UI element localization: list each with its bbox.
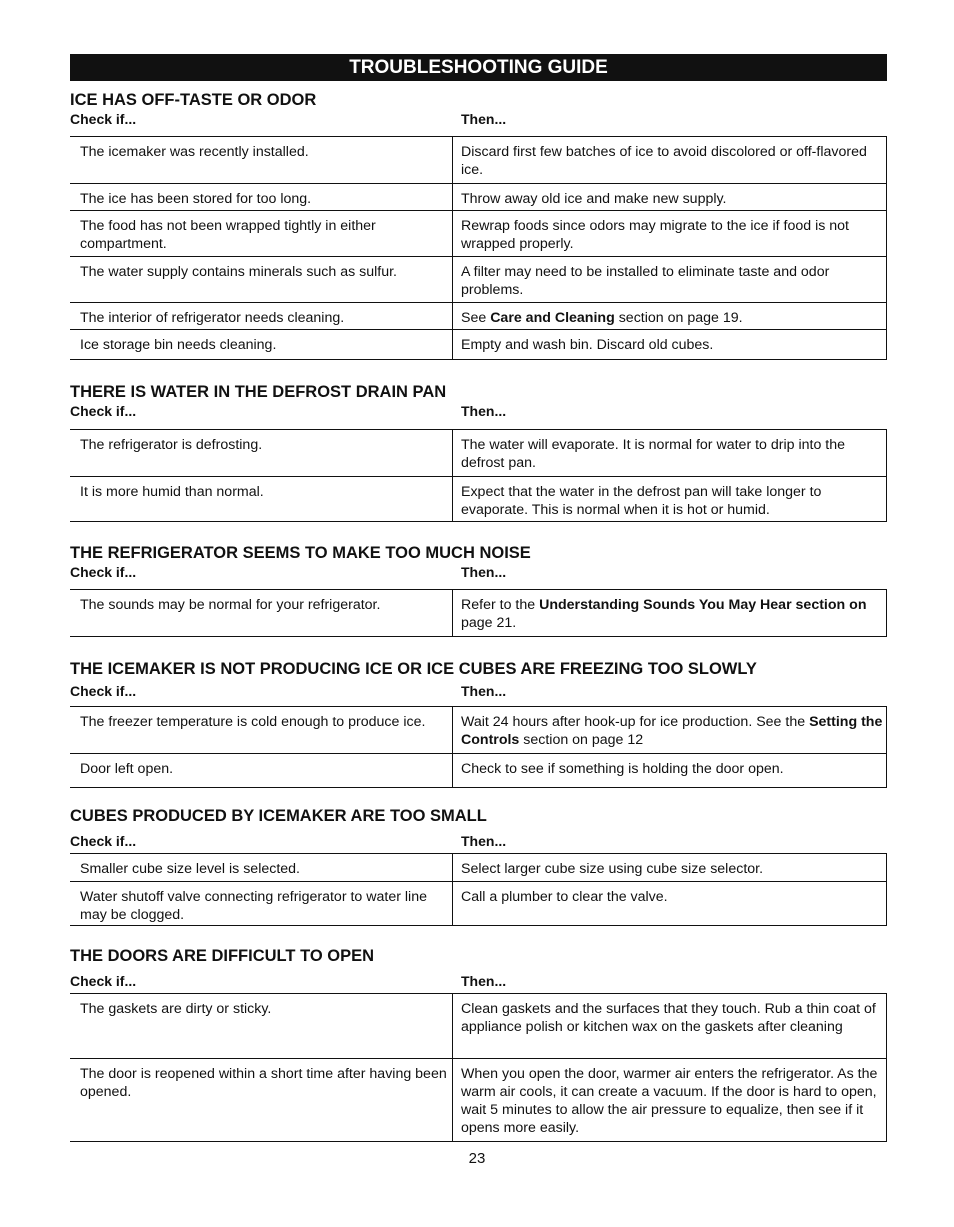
table-row (70, 256, 887, 302)
troubleshoot-table (70, 136, 887, 360)
table-row (70, 854, 887, 881)
table-row (70, 183, 887, 210)
then-bold-ref: Understanding Sounds You May Hear section on (539, 597, 867, 613)
troubleshoot-table (70, 993, 887, 1142)
section-title: ICE HAS OFF-TASTE OR ODOR (70, 91, 317, 109)
check-cell: The food has not been wrapped tightly in either compartment. (80, 218, 376, 252)
section-defrost-drain-pan (70, 382, 887, 522)
check-cell: Water shutoff valve connecting refrigerator to water line may be clogged. (80, 889, 427, 923)
then-cell: Call a plumber to clear the valve. (452, 882, 887, 925)
then-cell: The water will evaporate. It is normal for water to drip into the defrost pan. (452, 430, 887, 476)
then-cell: A filter may need to be installed to eliminate taste and odor problems. (452, 257, 887, 302)
table-row (70, 590, 887, 636)
then-text: page 21. (461, 615, 517, 631)
col-check-header: Check if... (70, 973, 137, 989)
col-check-header: Check if... (70, 833, 137, 849)
section-title: CUBES PRODUCED BY ICEMAKER ARE TOO SMALL (70, 807, 487, 825)
then-cell: Discard first few batches of ice to avoid discolored or off-flavored ice. (452, 137, 887, 183)
section-cubes-too-small (70, 806, 887, 926)
table-row (70, 476, 887, 521)
col-then-header: Then... (461, 683, 507, 699)
section-title: THERE IS WATER IN THE DEFROST DRAIN PAN (70, 383, 447, 401)
check-cell: The freezer temperature is cold enough to produce ice. (80, 714, 426, 730)
then-cell: Throw away old ice and make new supply. (452, 184, 887, 210)
check-cell: The gaskets are dirty or sticky. (80, 1001, 272, 1017)
section-title: THE REFRIGERATOR SEEMS TO MAKE TOO MUCH NOISE (70, 544, 531, 562)
troubleshoot-table (70, 853, 887, 926)
col-then-header: Then... (461, 111, 507, 127)
then-cell (452, 590, 887, 636)
column-headers (70, 563, 887, 581)
col-check-header: Check if... (70, 403, 137, 419)
then-text: Refer to the (461, 597, 540, 613)
page-number: 23 (468, 1150, 486, 1167)
table-row (70, 753, 887, 787)
section-ice-off-taste (70, 90, 887, 360)
section-title: THE ICEMAKER IS NOT PRODUCING ICE OR ICE CUBES ARE FREEZING TOO SLOWLY (70, 660, 757, 678)
table-row (70, 210, 887, 256)
then-text: See (461, 310, 491, 326)
then-text: section on page 12 (519, 732, 644, 748)
column-headers (70, 402, 887, 420)
check-cell: The door is reopened within a short time after having been opened. (80, 1066, 447, 1100)
col-then-header: Then... (461, 973, 507, 989)
check-cell: The water supply contains minerals such as sulfur. (80, 264, 398, 280)
col-check-header: Check if... (70, 564, 137, 580)
check-cell: The icemaker was recently installed. (80, 144, 309, 160)
col-then-header: Then... (461, 833, 507, 849)
check-cell: The interior of refrigerator needs cleaning. (80, 310, 345, 326)
troubleshoot-table (70, 429, 887, 522)
col-then-header: Then... (461, 564, 507, 580)
check-cell: It is more humid than normal. (80, 484, 264, 500)
section-doors-difficult (70, 946, 887, 1142)
then-text: section on page 19. (614, 310, 743, 326)
column-headers (70, 972, 887, 990)
table-row (70, 302, 887, 329)
check-cell: Door left open. (80, 761, 174, 777)
then-cell: When you open the door, warmer air enters the refrigerator. As the warm air cools, it can create a vacuum. If the door is hard to open, wait 5 minutes to allow the air pressure to equalize, then see if it opens more easily. (452, 1059, 887, 1141)
check-cell: Ice storage bin needs cleaning. (80, 337, 277, 353)
col-then-header: Then... (461, 403, 507, 419)
check-cell: The sounds may be normal for your refrigerator. (80, 597, 381, 613)
then-bold-ref: Setting the Controls (461, 714, 883, 748)
then-cell (452, 303, 887, 329)
table-row (70, 1058, 887, 1141)
table-row (70, 881, 887, 925)
then-cell: Expect that the water in the defrost pan will take longer to evaporate. This is normal when it is hot or humid. (452, 477, 887, 521)
section-title: THE DOORS ARE DIFFICULT TO OPEN (70, 947, 375, 965)
table-row (70, 137, 887, 183)
col-check-header: Check if... (70, 683, 137, 699)
table-row (70, 707, 887, 753)
then-cell: Check to see if something is holding the door open. (452, 754, 887, 787)
col-check-header: Check if... (70, 111, 137, 127)
troubleshoot-table (70, 706, 887, 788)
troubleshoot-table (70, 589, 887, 637)
then-cell: Empty and wash bin. Discard old cubes. (452, 330, 887, 359)
then-text: Wait 24 hours after hook-up for ice production. See the (461, 714, 810, 730)
table-row (70, 430, 887, 476)
table-row (70, 994, 887, 1058)
section-noise (70, 543, 887, 637)
column-headers (70, 682, 887, 700)
check-cell: Smaller cube size level is selected. (80, 861, 301, 877)
check-cell: The ice has been stored for too long. (80, 191, 312, 207)
then-cell: Select larger cube size using cube size selector. (452, 854, 887, 881)
table-row (70, 329, 887, 359)
page-banner: TROUBLESHOOTING GUIDE (70, 54, 887, 81)
section-icemaker-not-producing (70, 659, 887, 788)
column-headers (70, 110, 887, 128)
then-bold-ref: Care and Cleaning (490, 310, 615, 326)
check-cell: The refrigerator is defrosting. (80, 437, 263, 453)
then-cell: Rewrap foods since odors may migrate to the ice if food is not wrapped properly. (452, 211, 887, 256)
then-cell: Clean gaskets and the surfaces that they touch. Rub a thin coat of appliance polish or kitchen wax on the gaskets after cleaning (452, 994, 887, 1058)
then-cell (452, 707, 887, 753)
column-headers (70, 832, 887, 850)
